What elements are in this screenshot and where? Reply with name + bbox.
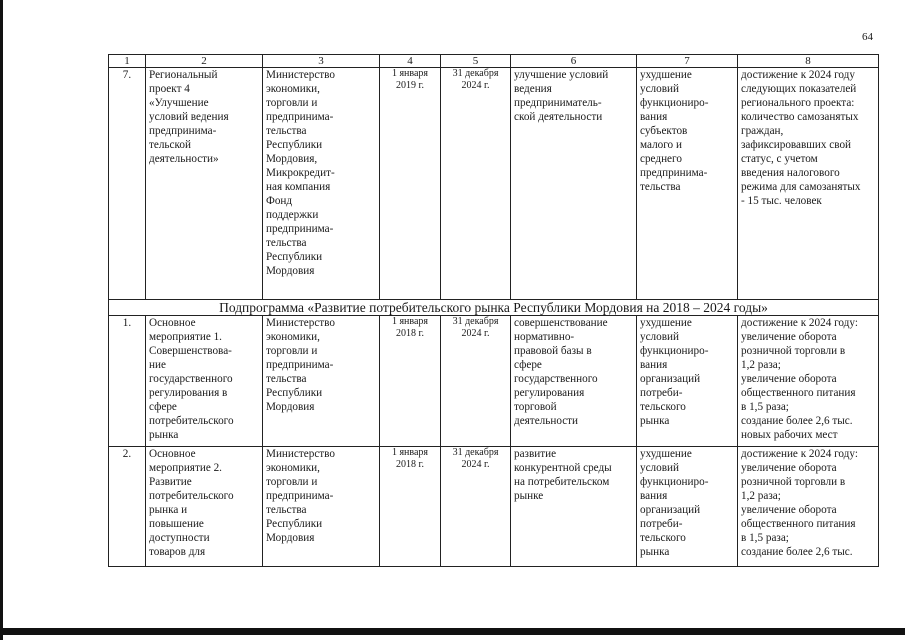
- scan-edge-left: [0, 0, 3, 640]
- responsible-executor: [263, 316, 380, 447]
- indicator-link: [738, 68, 879, 300]
- row-number: 1.: [109, 316, 146, 447]
- table-row: [109, 316, 879, 447]
- start-date-text: 1 января 2018 г.: [391, 316, 429, 339]
- measure-name-text: Региональный проект 4 «Улучшение условий ведения предпринима- тельской деятельности»: [149, 69, 229, 165]
- subprogram-title: Подпрограмма «Развитие потребительского рынка Республики Мордовия на 2018 – 2024 годы»: [109, 300, 879, 316]
- expected-result: [511, 316, 637, 447]
- indicator-text: достижение к 2024 году: увеличение оборота розничной торговли в 1,2 раза; увеличение оборота общественного питания в 1,5 раза; создание более 2,6 тыс.: [741, 448, 858, 558]
- end-date-text: 31 декабря 2024 г.: [452, 447, 499, 470]
- indicator-text: достижение к 2024 году следующих показателей регионального проекта: количество самозанятых граждан, зафиксировавших свой статус, с учетом введения налогового режима для самозанятых - 15 тыс. человек: [741, 69, 861, 207]
- start-date: [380, 68, 441, 300]
- header-cell: 5: [441, 55, 511, 68]
- measure-name: [146, 316, 263, 447]
- header-cell: 7: [637, 55, 738, 68]
- responsible-executor: [263, 447, 380, 567]
- expected-result: [511, 68, 637, 300]
- program-table: [108, 54, 879, 567]
- expected-result-text: совершенствование нормативно- правовой базы в сфере государственного регулирования торговой деятельности: [514, 317, 608, 427]
- header-cell: 8: [738, 55, 879, 68]
- executor-text: Министерство экономики, торговли и предпринима- тельства Республики Мордовия: [266, 448, 335, 544]
- non-implementation-consequence: [637, 68, 738, 300]
- header-cell: 4: [380, 55, 441, 68]
- expected-result: [511, 447, 637, 567]
- start-date: [380, 316, 441, 447]
- subprogram-row: [109, 300, 879, 316]
- responsible-executor: [263, 68, 380, 300]
- end-date: [441, 447, 511, 567]
- non-implementation-consequence: [637, 316, 738, 447]
- start-date: [380, 447, 441, 567]
- header-cell: 1: [109, 55, 146, 68]
- consequence-text: ухудшение условий функциониро- вания субъектов малого и среднего предпринима- тельства: [640, 69, 709, 193]
- executor-text: Министерство экономики, торговли и предпринима- тельства Республики Мордовия: [266, 317, 335, 413]
- row-number: 7.: [109, 68, 146, 300]
- non-implementation-consequence: [637, 447, 738, 567]
- end-date-text: 31 декабря 2024 г.: [452, 316, 499, 339]
- indicator-text: достижение к 2024 году: увеличение оборота розничной торговли в 1,2 раза; увеличение оборота общественного питания в 1,5 раза; создание более 2,6 тыс. новых рабочих мест: [741, 317, 858, 441]
- expected-result-text: развитие конкурентной среды на потребительском рынке: [514, 448, 612, 502]
- consequence-text: ухудшение условий функциониро- вания организаций потреби- тельского рынка: [640, 448, 709, 558]
- end-date: [441, 316, 511, 447]
- end-date: [441, 68, 511, 300]
- executor-text: Министерство экономики, торговли и предпринима- тельства Республики Мордовия, Микрокредит- ная компания Фонд поддержки предпринима- тельства Республики Мордовия: [266, 69, 335, 277]
- measure-name-text: Основное мероприятие 1. Совершенствова- ние государственного регулирования в сфере потребительского рынка: [149, 317, 234, 441]
- table-row: [109, 447, 879, 567]
- consequence-text: ухудшение условий функциониро- вания организаций потреби- тельского рынка: [640, 317, 709, 427]
- measure-name: [146, 68, 263, 300]
- column-number-header: [109, 55, 879, 68]
- measure-name: [146, 447, 263, 567]
- header-cell: 2: [146, 55, 263, 68]
- expected-result-text: улучшение условий ведения предприниматель- ской деятельности: [514, 69, 609, 123]
- page-number: 64: [862, 31, 873, 43]
- indicator-link: [738, 447, 879, 567]
- table-row: [109, 68, 879, 300]
- start-date-text: 1 января 2019 г.: [391, 68, 429, 91]
- end-date-text: 31 декабря 2024 г.: [452, 68, 499, 91]
- header-cell: 3: [263, 55, 380, 68]
- scan-edge-bottom: [0, 628, 905, 635]
- start-date-text: 1 января 2018 г.: [391, 447, 429, 470]
- row-number: 2.: [109, 447, 146, 567]
- header-cell: 6: [511, 55, 637, 68]
- measure-name-text: Основное мероприятие 2. Развитие потребительского рынка и повышение доступности товаров для: [149, 448, 234, 558]
- indicator-link: [738, 316, 879, 447]
